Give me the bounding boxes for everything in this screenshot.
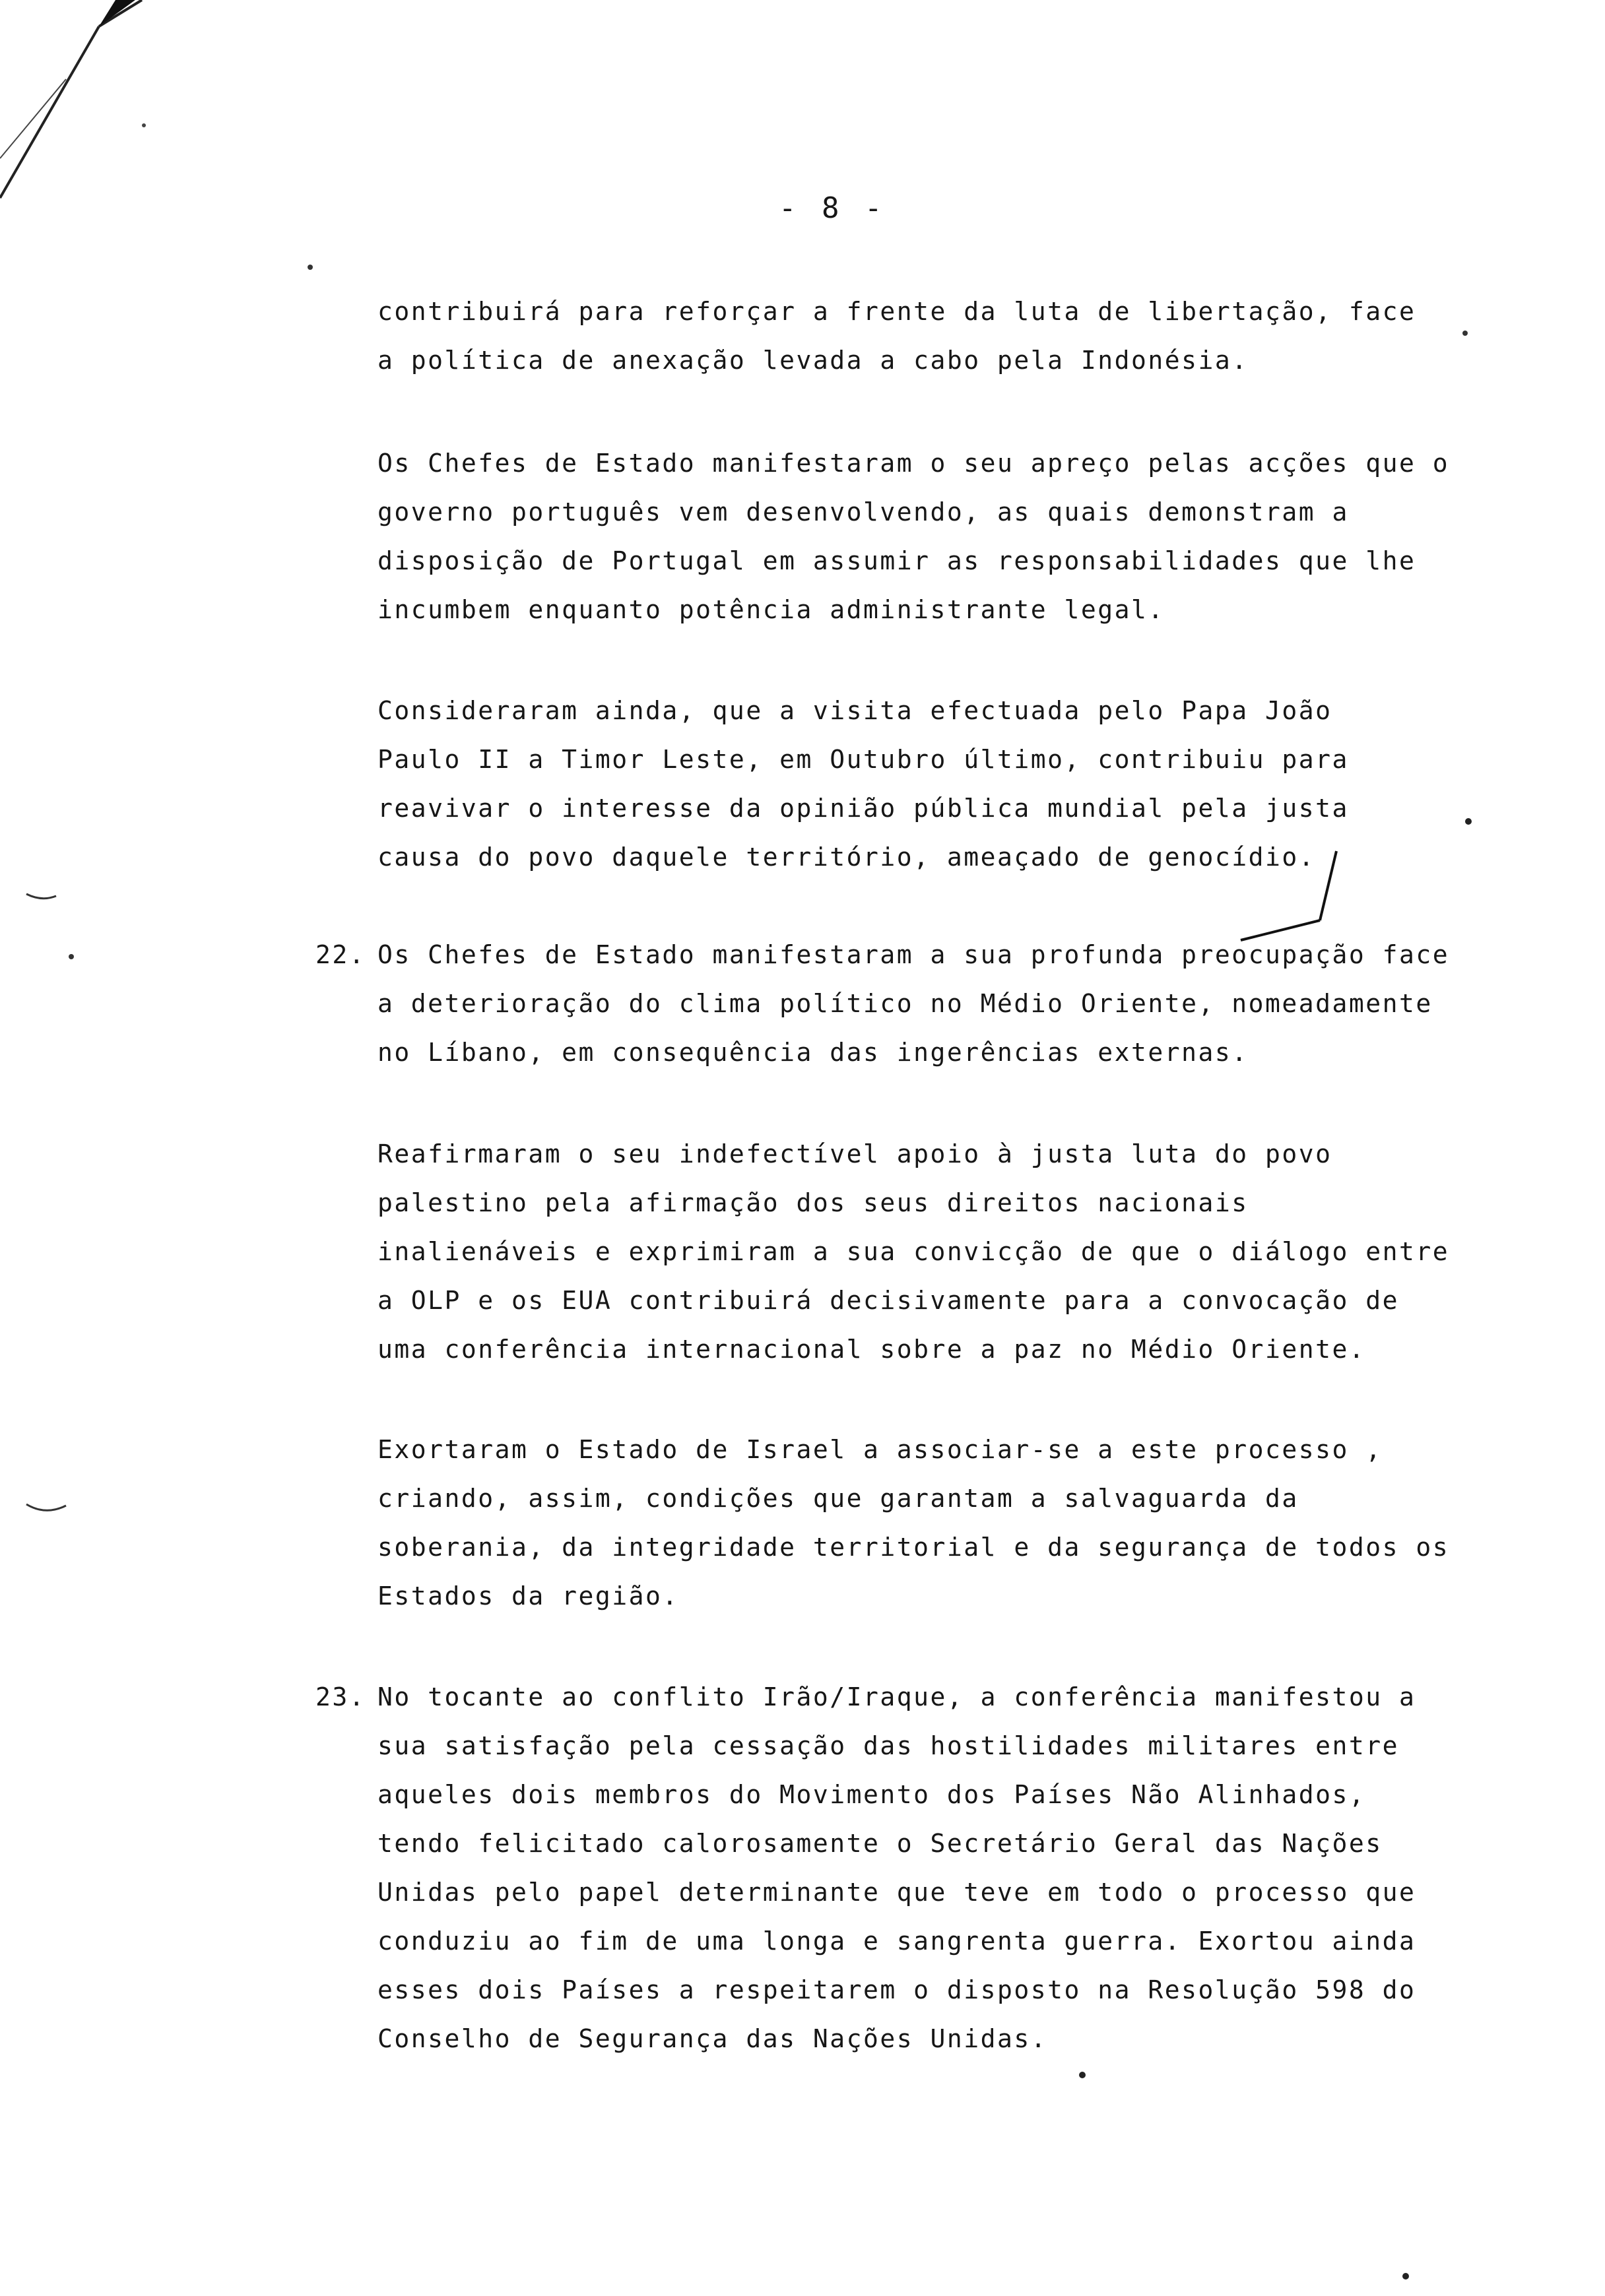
- text-line: sua satisfação pela cessação das hostilidades militares entre: [377, 1731, 1400, 1760]
- text-line: uma conferência internacional sobre a paz no Médio Oriente.: [377, 1335, 1366, 1364]
- text-line: a política de anexação levada a cabo pela Indonésia.: [377, 346, 1249, 375]
- text-line: aqueles dois membros do Movimento dos Países Não Alinhados,: [377, 1780, 1366, 1809]
- text-line: Paulo II a Timor Leste, em Outubro último, contribuiu para: [377, 745, 1349, 774]
- text-line: tendo felicitado calorosamente o Secretário Geral das Nações: [377, 1829, 1383, 1858]
- text-line: palestino pela afirmação dos seus direitos nacionais: [377, 1188, 1249, 1217]
- text-line: esses dois Países a respeitarem o disposto na Resolução 598 do: [377, 1975, 1416, 2004]
- text-line: a OLP e os EUA contribuirá decisivamente para a convocação de: [377, 1286, 1400, 1315]
- text-line: contribuirá para reforçar a frente da luta de libertação, face: [377, 297, 1416, 326]
- text-line: incumbem enquanto potência administrante legal.: [377, 595, 1165, 624]
- text-line: Exortaram o Estado de Israel a associar-se a este processo ,: [377, 1435, 1383, 1464]
- text-line: soberania, da integridade territorial e da segurança de todos os: [377, 1533, 1450, 1562]
- text-line: conduziu ao fim de uma longa e sangrenta guerra. Exortou ainda: [377, 1927, 1416, 1956]
- text-line: Conselho de Segurança das Nações Unidas.: [377, 2024, 1048, 2053]
- section-number: 23.: [315, 1682, 366, 1711]
- text-line: inalienáveis e exprimiram a sua convicção de que o diálogo entre: [377, 1237, 1450, 1266]
- text-line: criando, assim, condições que garantam a salvaguarda da: [377, 1484, 1299, 1513]
- text-line: Unidas pelo papel determinante que teve em todo o processo que: [377, 1878, 1416, 1907]
- text-line: reavivar o interesse da opinião pública mundial pela justa: [377, 794, 1349, 823]
- text-line: a deterioração do clima político no Médio Oriente, nomeadamente: [377, 989, 1433, 1018]
- text-line: Consideraram ainda, que a visita efectuada pelo Papa João: [377, 696, 1332, 725]
- text-line: disposição de Portugal em assumir as responsabilidades que lhe: [377, 546, 1416, 575]
- text-line: Os Chefes de Estado manifestaram a sua profunda preocupação face: [377, 940, 1450, 969]
- section-number: 22.: [315, 940, 366, 969]
- text-line: causa do povo daquele território, ameaçado de genocídio.: [377, 843, 1316, 872]
- page-number: - 8 -: [779, 191, 886, 225]
- text-line: Estados da região.: [377, 1581, 679, 1610]
- text-line: no Líbano, em consequência das ingerências externas.: [377, 1038, 1249, 1067]
- text-line: Reafirmaram o seu indefectível apoio à justa luta do povo: [377, 1139, 1332, 1168]
- text-line: Os Chefes de Estado manifestaram o seu apreço pelas acções que o: [377, 449, 1450, 478]
- text-line: governo português vem desenvolvendo, as quais demonstram a: [377, 497, 1349, 526]
- text-line: No tocante ao conflito Irão/Iraque, a conferência manifestou a: [377, 1682, 1416, 1711]
